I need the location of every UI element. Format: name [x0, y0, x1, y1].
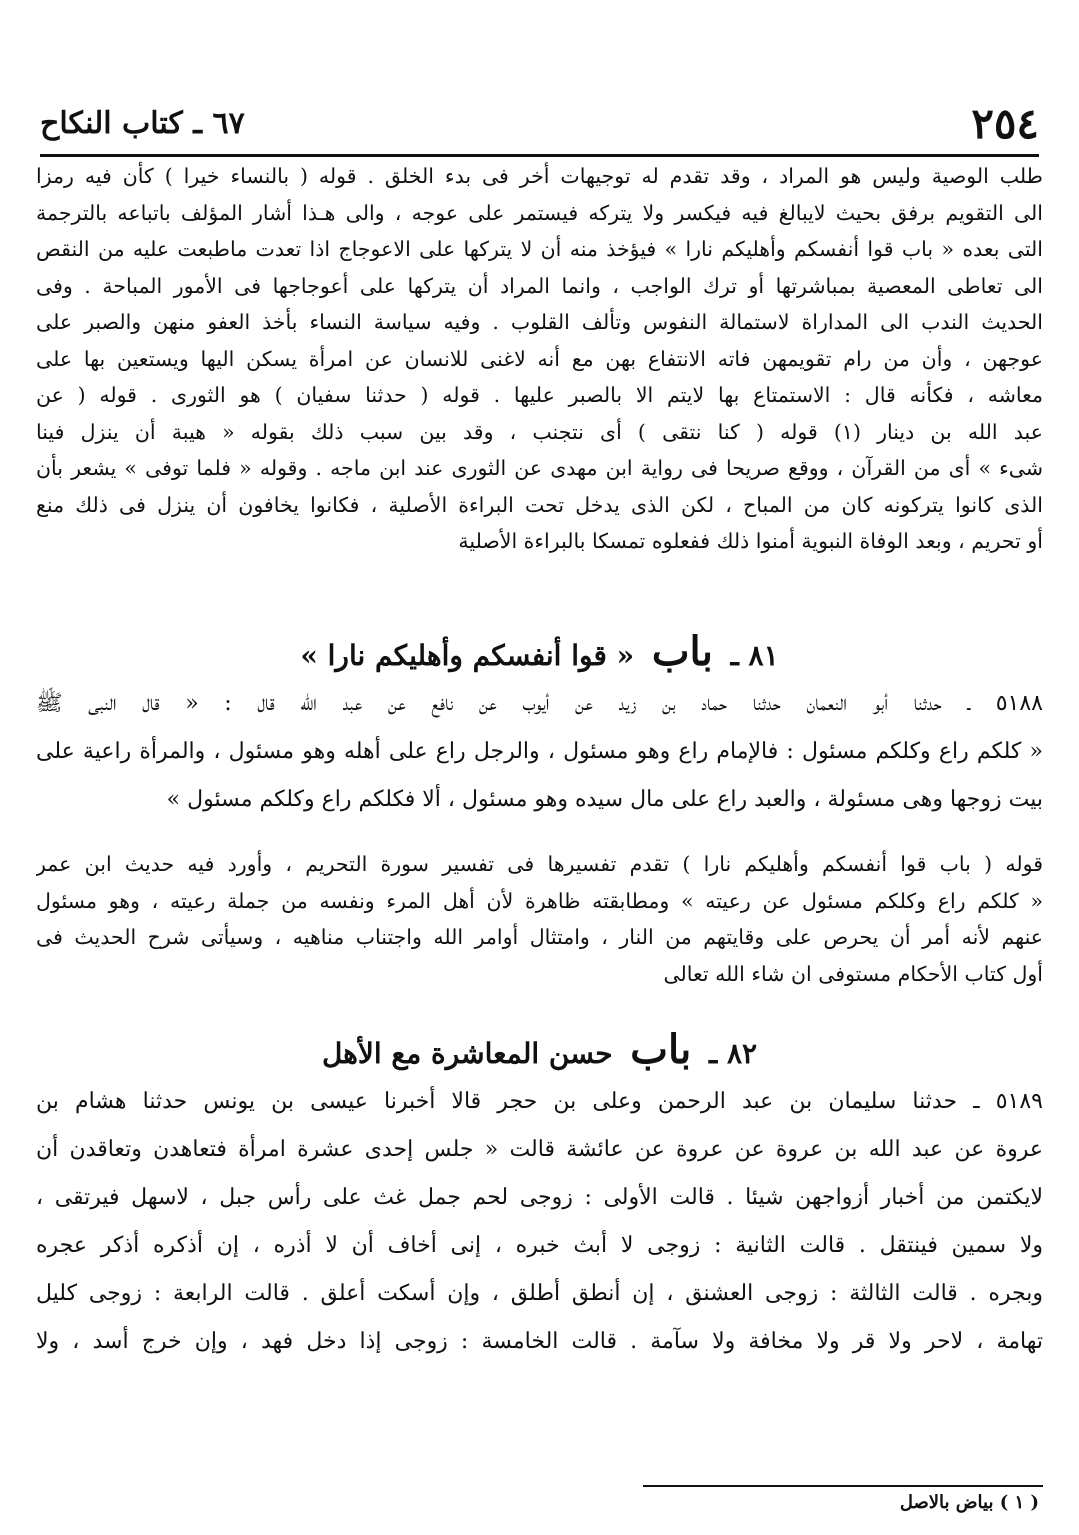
hadith-line: لايكتمن من أخبار أزواجهن شيئا . قالت الأولى : زوجى لحم جمل غث على رأس جبل ، لاسهل فيرتقى ، [36, 1185, 1043, 1210]
hadith-5188 [36, 680, 1043, 824]
footnote: ( ١ ) بياض بالاصل [899, 1492, 1039, 1513]
hadith-line: ٥١٨٩ ـ حدثنا سليمان بن عبد الرحمن وعلى بن حجر قالا أخبرنا عيسى بن يونس حدثنا هشام بن [36, 1089, 1043, 1114]
book-title: ٦٧ ـ كتاب النكاح [40, 105, 245, 141]
hadith-line: عروة عن عبد الله بن عروة عن عروة عن عائشة قالت « جلس إحدى عشرة امرأة فتعاهدن وتعاقدن أن [36, 1137, 1043, 1162]
chapter-bab-word: باب [630, 1026, 692, 1073]
text-line: عوجهن ، وأن من رام تقويمهن فاته الانتفاع بهن مع أنه لاغنى للانسان عن امرأة يسكن اليها ويستعين بها على [36, 346, 1043, 371]
hadith-line: تهامة ، لاحر ولا قر ولا مخافة ولا سآمة . قالت الخامسة : زوجى إذا دخل فهد ، وإن خرج أسد ، ولا [36, 1329, 1043, 1354]
text-line: طلب الوصية وليس هو المراد ، وقد تقدم له توجيهات أخر فى بدء الخلق . قوله ( بالنساء خيرا ) كأن فيه رمزا [36, 164, 1043, 188]
text-line: الذى كانوا يتركونه كان من المباح ، لكن الذى يدخل تحت البراءة الأصلية ، فكانوا يخافون أن ينزل فى ذلك منع [36, 492, 1043, 517]
chapter-heading-81 [36, 628, 1043, 675]
text-line: قوله ( باب قوا أنفسكم وأهليكم نارا ) تقدم تفسيرها فى تفسير سورة التحريم ، وأورد فيه حديث ابن عمر [36, 852, 1043, 876]
text-line: عنهم لأنه أمر أن يحرص على وقايتهم من النار ، وامتثال أوامر الله واجتناب مناهيه ، وسيأتى شرح الحديث فى [36, 925, 1043, 949]
text-line: أو تحريم ، وبعد الوفاة النبوية أمنوا ذلك ففعلوه تمسكا بالبراءة الأصلية [458, 529, 1043, 553]
hadith-line: وبجره . قالت الثالثة : زوجى العشنق ، إن أنطق أطلق ، وإن أسكت أعلق . قالت الرابعة : زوجى كليل [36, 1281, 1043, 1306]
text-line: أول كتاب الأحكام مستوفى ان شاء الله تعالى [663, 961, 1043, 986]
text-line: الى التقويم برفق بحيث لايبالغ فيه فيكسر ولا يتركه فيستمر على عوجه ، والى هـذا أشار المؤلف باتباعه بالترجمة [36, 200, 1043, 225]
commentary-block-1 [36, 158, 1043, 560]
chapter-title: « قوا أنفسكم وأهليكم نارا » [300, 639, 635, 672]
text-line: « كلكم راع وكلكم مسئول عن رعيته » ومطابقته ظاهرة لأن أهل المرء ونفسه من جملة رعيته ، وهو مسئول [36, 888, 1043, 913]
chapter-title: حسن المعاشرة مع الأهل [321, 1037, 613, 1070]
text-line: معاشه ، فكأنه قال : الاستمتاع بها لايتم الا بالصبر عليها . قوله ( حدثنا سفيان ) هو الثورى . قوله ( عن [36, 383, 1043, 407]
chapter-heading-82 [36, 1026, 1043, 1073]
chapter-number: ٨٢ ـ [709, 1037, 758, 1070]
hadith-line: « كلكم راع وكلكم مسئول : فالإمام راع وهو مسئول ، والرجل راع على أهله وهو مسئول ، والمرأة راعية على [36, 739, 1043, 764]
hadith-line: ولا سمين فينتقل . قالت الثانية : زوجى لا أبث خبره ، إنى أخاف أن لا أذره ، إن أذكره أذكر عجره [36, 1233, 1043, 1258]
text-line: شىء » أى من القرآن ، ووقع صريحا فى رواية ابن مهدى عن الثورى عند ابن ماجه . وقوله « فلما توفى » يشعر بأن [36, 456, 1043, 480]
hadith-line: بيت زوجها وهى مسئولة ، والعبد راع على مال سيده وهو مسئول ، ألا فكلكم راع وكلكم مسئول » [166, 787, 1043, 812]
footnote-divider [643, 1485, 1043, 1487]
hadith-5189 [36, 1078, 1043, 1366]
commentary-block-2 [36, 846, 1043, 992]
text-line: التى بعده « باب قوا أنفسكم وأهليكم نارا » فيؤخذ منه أن لا يتركها على الاعوجاج اذا تعدت ماطبعت عليه من النقص [36, 237, 1043, 261]
page-header [40, 92, 1039, 157]
text-line: الى تعاطى المعصية بمباشرتها أو ترك الواجب ، وانما المراد أن يتركها على أعوجاجها فى الأمور المباحة . وفى [36, 273, 1043, 298]
chapter-bab-word: باب [651, 628, 713, 675]
text-line: الحديث الندب الى المداراة لاستمالة النفوس وتألف القلوب . وفيه سياسة النساء بأخذ العفو منهن والصبر على [36, 310, 1043, 334]
hadith-line: ٥١٨٨ ـ حدثنا أبو النعمان حدثنا حماد بن زيد عن أيوب عن نافع عن عبد الله قال : « قال النبى ﷺ [36, 691, 1043, 716]
page-number: ٢٥٤ [971, 98, 1039, 148]
chapter-number: ٨١ ـ [730, 639, 779, 672]
text-line: عبد الله بن دينار (١) قوله ( كنا نتقى ) أى نتجنب ، وقد بين سبب ذلك بقوله « هيبة أن ينزل فينا [36, 419, 1043, 444]
